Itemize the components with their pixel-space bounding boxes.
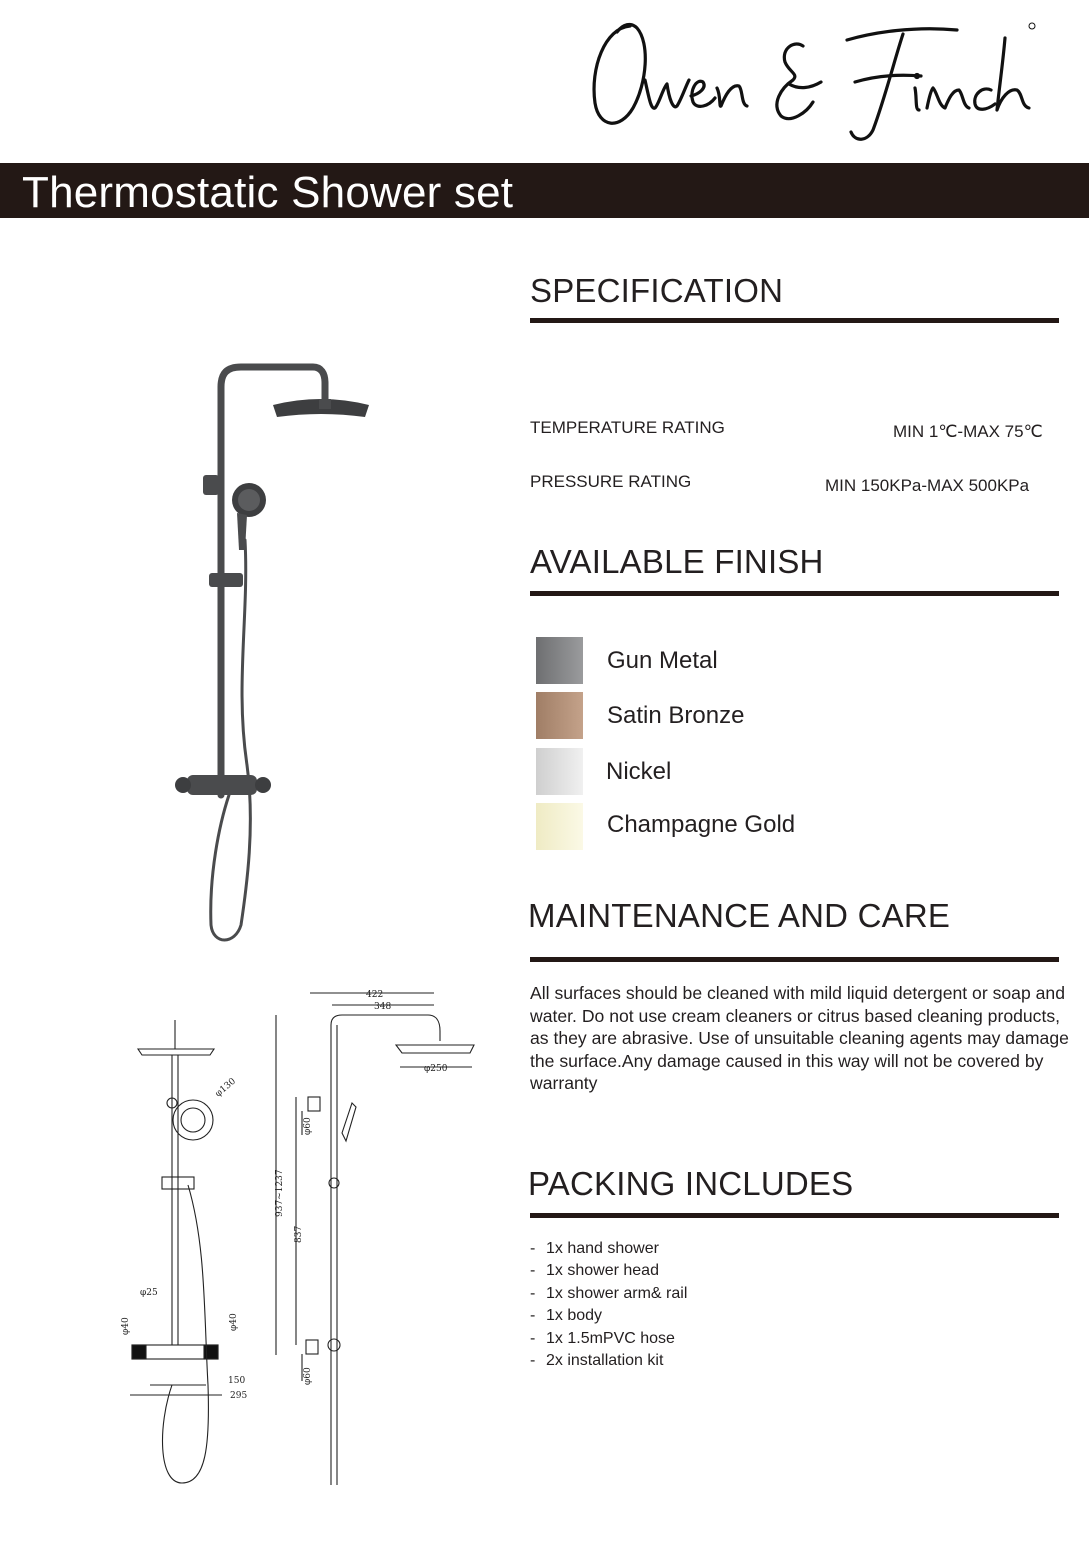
dim-d60-bottom: φ60 bbox=[303, 1367, 313, 1385]
dim-d25: φ25 bbox=[140, 1288, 158, 1298]
product-photo bbox=[165, 355, 390, 945]
dim-d130: φ130 bbox=[213, 1076, 238, 1100]
list-item: - 1x 1.5mPVC hose bbox=[530, 1329, 675, 1347]
swatch-gun-metal bbox=[536, 637, 583, 684]
temperature-rating-value: MIN 1℃-MAX 75℃ bbox=[893, 422, 1043, 441]
list-item: - 1x body bbox=[530, 1307, 603, 1325]
finish-nickel: Nickel bbox=[606, 758, 672, 785]
dim-d250: φ250 bbox=[424, 1064, 448, 1074]
packing-heading: PACKING INCLUDES bbox=[528, 1165, 854, 1202]
finish-champagne-gold: Champagne Gold bbox=[607, 811, 796, 838]
dim-d60-top: φ60 bbox=[303, 1117, 313, 1135]
pressure-rating-value: MIN 150KPa-MAX 500KPa bbox=[825, 476, 1030, 495]
list-item: - 1x hand shower bbox=[530, 1240, 659, 1257]
packing-rule bbox=[530, 1213, 1059, 1218]
finish-gun-metal: Gun Metal bbox=[607, 647, 718, 674]
temperature-rating-label: TEMPERATURE RATING bbox=[530, 418, 725, 437]
specification-rule bbox=[530, 318, 1059, 323]
page-title: Thermostatic Shower set bbox=[22, 168, 514, 217]
list-item: - 2x installation kit bbox=[530, 1351, 664, 1369]
dim-w150: 150 bbox=[228, 1376, 246, 1386]
dim-d40-left: φ40 bbox=[121, 1317, 131, 1335]
pressure-rating-label: PRESSURE RATING bbox=[530, 472, 692, 491]
finish-satin-bronze: Satin Bronze bbox=[607, 702, 745, 729]
maintenance-heading: MAINTENANCE AND CARE bbox=[528, 897, 951, 934]
maintenance-text: All surfaces should be cleaned with mild liquid detergent or soap and water. Do not use cream cleaners or citrus based cleaning products, as they are abrasive. Use of unsuitable cleaning agents may damage the surface.Any damage caused in this way will not be covered by warranty bbox=[530, 983, 1069, 1093]
list-item: - 1x shower head bbox=[530, 1262, 659, 1280]
available-finish-heading: AVAILABLE FINISH bbox=[530, 543, 824, 580]
swatch-champagne-gold bbox=[536, 803, 583, 850]
swatch-nickel bbox=[536, 748, 583, 795]
title-bar bbox=[0, 163, 1089, 218]
technical-drawing bbox=[110, 985, 490, 1490]
specification-heading: SPECIFICATION bbox=[530, 272, 784, 309]
packing-list bbox=[530, 1238, 687, 1372]
list-item: - 1x shower arm& rail bbox=[530, 1284, 688, 1302]
swatch-satin-bronze bbox=[536, 692, 583, 739]
brand-logo bbox=[585, 18, 1045, 143]
dim-w348: 348 bbox=[374, 1002, 392, 1012]
dim-w422: 422 bbox=[366, 990, 384, 1000]
dim-d40-right: φ40 bbox=[229, 1313, 239, 1331]
available-finish-rule bbox=[530, 591, 1059, 596]
dim-h937: 937~1237 bbox=[275, 1169, 285, 1217]
dim-w295: 295 bbox=[230, 1391, 248, 1401]
dim-h837: 837 bbox=[294, 1225, 304, 1243]
maintenance-rule bbox=[530, 957, 1059, 962]
